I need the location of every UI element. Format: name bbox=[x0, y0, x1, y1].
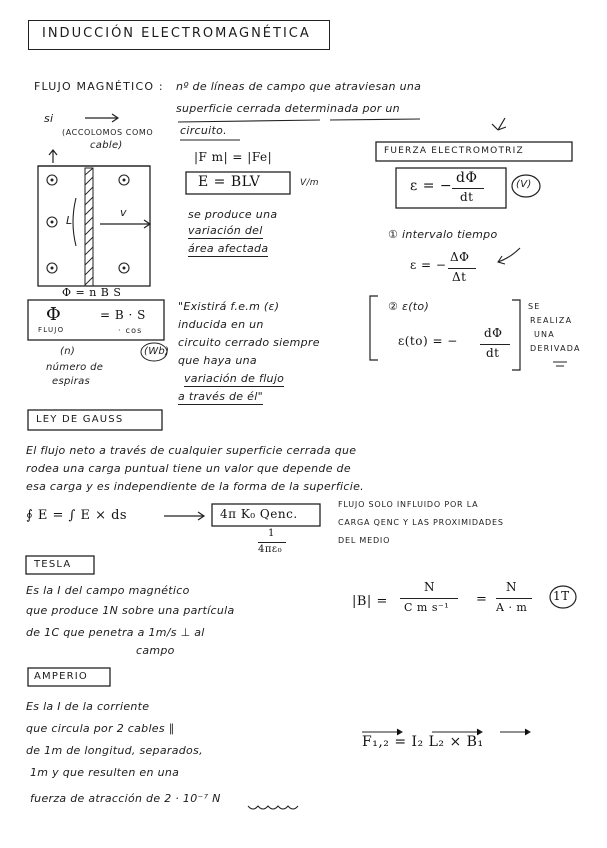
fuerza-dt: dt bbox=[460, 190, 474, 204]
gauss-under-1: 1 bbox=[268, 528, 275, 539]
fem-quote-1: "Existirá f.e.m (ε) bbox=[178, 300, 280, 313]
amperio-line2: que circula por 2 cables ∥ bbox=[26, 722, 175, 735]
si-label: si bbox=[44, 112, 54, 125]
fuerza-title: FUERZA ELECTROMOTRIZ bbox=[384, 146, 524, 156]
derivada-note-1: SE bbox=[528, 302, 541, 311]
derivada-note-2: REALIZA bbox=[530, 316, 573, 325]
item1-num: ΔΦ bbox=[450, 250, 470, 264]
flujo-def-line1: nº de líneas de campo que atraviesan una bbox=[176, 80, 422, 93]
cables-note-2: cable) bbox=[90, 140, 123, 151]
gauss-under-line bbox=[258, 542, 286, 543]
espiras-line2: espiras bbox=[52, 376, 91, 387]
tesla-formula-lhs: |B| = bbox=[352, 594, 388, 609]
tesla-line2: que produce 1N sobre una partícula bbox=[26, 604, 235, 617]
tesla-result: 1T bbox=[553, 589, 570, 603]
flujo-small-label: FLUJO bbox=[38, 326, 65, 334]
flux-cos: · cos bbox=[118, 326, 143, 335]
L-label: L bbox=[66, 214, 73, 227]
formula-fm: |F m| = |Fe| bbox=[194, 150, 273, 164]
tesla-f1-den: C m s⁻¹ bbox=[404, 601, 450, 614]
gauss-line2: rodea una carga puntual tiene un valor que depende de bbox=[26, 462, 351, 475]
gauss-formula-lhs: ∮ E = ∫ E × ds bbox=[26, 508, 128, 523]
item2-lhs: ε(to) = − bbox=[398, 334, 458, 348]
flujo-label: FLUJO MAGNÉTICO : bbox=[34, 80, 164, 93]
fuerza-dphi: dΦ bbox=[456, 170, 478, 186]
fem-quote-3: circuito cerrado siempre bbox=[178, 336, 320, 349]
fem-quote-6: a través de él" bbox=[178, 390, 263, 403]
tesla-line1: Es la I del campo magnético bbox=[26, 584, 190, 597]
item2-num: dΦ bbox=[484, 326, 503, 340]
tesla-f2-num: N bbox=[506, 580, 517, 594]
flux-phi: Φ bbox=[46, 304, 62, 325]
tesla-f1-line bbox=[400, 598, 458, 599]
amperio-line5: fuerza de atracción de 2 · 10⁻⁷ N bbox=[30, 792, 221, 805]
gauss-under-2: 4πε₀ bbox=[258, 544, 283, 555]
flux-units-n: (n) bbox=[60, 346, 76, 357]
tesla-f2-line bbox=[496, 598, 532, 599]
tesla-line3: de 1C que penetra a 1m/s ⊥ al bbox=[26, 626, 205, 639]
gauss-line3: esa carga y es independiente de la forma de la superficie. bbox=[26, 480, 364, 493]
fuerza-item1: ① intervalo tiempo bbox=[388, 228, 498, 241]
item2-den: dt bbox=[486, 346, 500, 360]
page-title: INDUCCIÓN ELECTROMAGNÉTICA bbox=[42, 26, 311, 41]
gauss-formula-box: 4π K₀ Qenc. bbox=[220, 507, 298, 521]
gauss-line1: El flujo neto a través de cualquier superficie cerrada que bbox=[26, 444, 357, 457]
gauss-title: LEY DE GAUSS bbox=[36, 414, 124, 425]
fem-quote-4: que haya una bbox=[178, 354, 257, 367]
flux-units-wb: (Wb) bbox=[144, 346, 170, 357]
item1-fraction-line bbox=[448, 268, 476, 269]
tesla-eq: = bbox=[476, 592, 488, 607]
tesla-line4: campo bbox=[136, 644, 175, 657]
amperio-line3: de 1m de longitud, separados, bbox=[26, 744, 203, 757]
prod-line2: variación del bbox=[188, 224, 263, 237]
fem-quote-2: inducida en un bbox=[178, 318, 264, 331]
tesla-title: TESLA bbox=[34, 559, 72, 570]
fem-quote-5: variación de flujo bbox=[184, 372, 285, 385]
gauss-side-2: CARGA QENC Y LAS PROXIMIDADES bbox=[338, 518, 504, 527]
espiras-line1: número de bbox=[46, 362, 104, 373]
gauss-side-3: DEL MEDIO bbox=[338, 536, 391, 545]
prod-line3: área afectada bbox=[188, 242, 269, 255]
item1-lhs: ε = − bbox=[410, 258, 447, 272]
prod-line1: se produce una bbox=[188, 208, 278, 221]
amperio-formula: F₁,₂ = I₂ L₂ × B₁ bbox=[362, 734, 484, 750]
tesla-f1-num: N bbox=[424, 580, 435, 594]
derivada-note-3: UNA bbox=[534, 330, 555, 339]
item1-den: Δt bbox=[452, 270, 467, 284]
tesla-f2-den: A · m bbox=[496, 601, 528, 614]
formula-e-blv: E = BLV bbox=[198, 174, 261, 190]
fuerza-eps: ε = − bbox=[410, 178, 453, 194]
amperio-title: AMPERIO bbox=[34, 671, 88, 682]
amperio-line1: Es la I de la corriente bbox=[26, 700, 150, 713]
amperio-line4: 1m y que resulten en una bbox=[30, 766, 180, 779]
flujo-def-line3: circuito. bbox=[180, 124, 227, 137]
v-label: v bbox=[120, 206, 127, 219]
item2-fraction-line bbox=[480, 344, 510, 345]
flux-top: Φ = n B S bbox=[62, 286, 122, 299]
fuerza-units: (V) bbox=[516, 179, 532, 190]
flujo-def-line2: superficie cerrada determinada por un bbox=[176, 102, 400, 115]
cables-note-1: (ACCOLOMOS COMO bbox=[62, 128, 154, 137]
fuerza-fraction-line bbox=[452, 188, 484, 189]
gauss-side-1: FLUJO SOLO INFLUIDO POR LA bbox=[338, 500, 479, 509]
fuerza-item2: ② ε(to) bbox=[388, 300, 430, 313]
units-e: V/m bbox=[300, 178, 319, 188]
flux-rhs: = B · S bbox=[100, 308, 146, 322]
derivada-note-4: DERIVADA bbox=[530, 344, 581, 353]
